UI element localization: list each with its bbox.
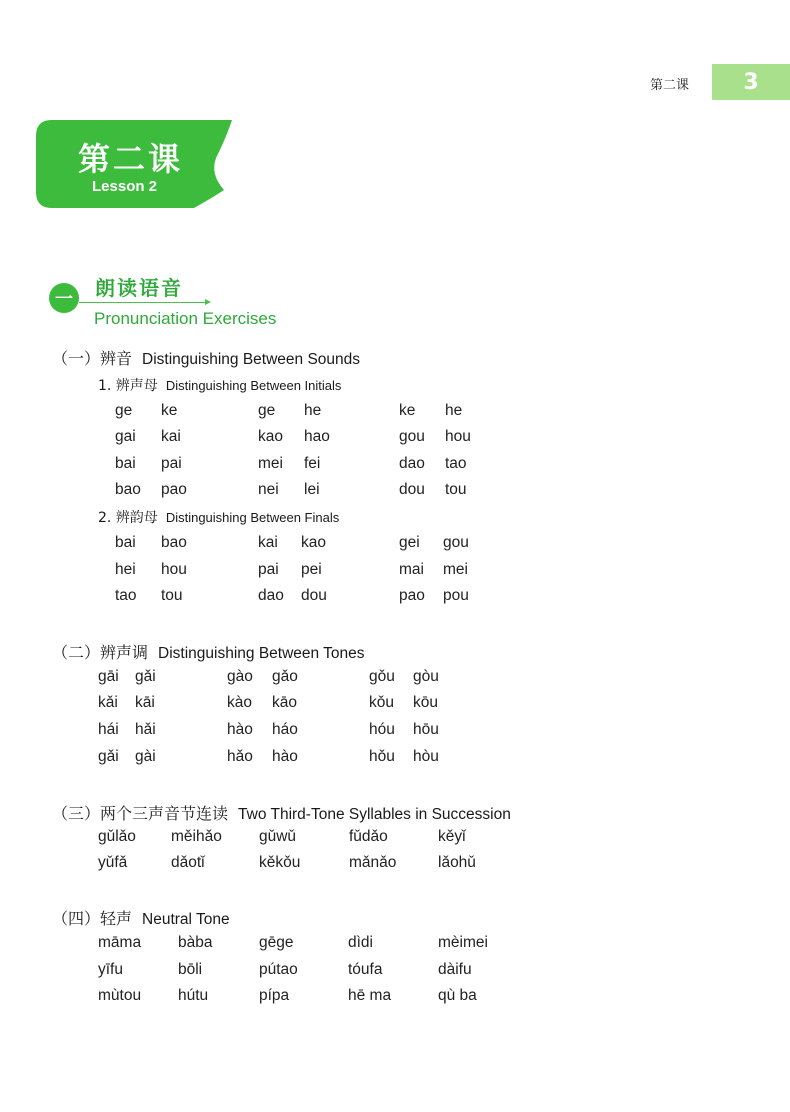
sub1-title-en: Distinguishing Between Initials [165, 378, 342, 393]
word: hou [161, 561, 187, 578]
word: ke [161, 402, 178, 419]
word: bao [115, 481, 141, 498]
part2-title-zh: 辨声调 [100, 643, 149, 662]
section-title-zh: 朗读语音 [95, 276, 183, 300]
word: pou [443, 587, 469, 604]
page-number-tab [712, 64, 790, 100]
part1-marker: （一） [52, 349, 101, 368]
word: kěkǒu [259, 854, 301, 871]
word: pao [399, 587, 425, 604]
word: hóu [369, 721, 395, 738]
section-title-en: Pronunciation Exercises [94, 309, 277, 328]
word: dìdi [348, 934, 373, 951]
word: gǔlǎo [98, 828, 136, 845]
word: pípa [259, 987, 290, 1004]
part2-heading [52, 640, 365, 663]
word: hē ma [348, 987, 392, 1004]
part3-title-en: Two Third-Tone Syllables in Succession [238, 806, 511, 823]
lesson-banner [34, 118, 234, 210]
lesson-subtitle: Lesson 2 [92, 178, 158, 195]
section-arrow [205, 299, 211, 305]
word: gei [399, 534, 420, 551]
word: kǎi [98, 694, 118, 711]
word: lǎohǔ [438, 854, 476, 871]
word: kěyǐ [438, 828, 466, 845]
word: gǎi [98, 748, 119, 765]
word: dao [258, 587, 284, 604]
word: bōli [178, 961, 203, 978]
word: mùtou [98, 987, 142, 1004]
word: tao [115, 587, 137, 604]
word: gou [399, 428, 425, 445]
sub2-title-en: Distinguishing Between Finals [165, 510, 340, 525]
part1-title-en: Distinguishing Between Sounds [142, 351, 361, 368]
word: hòu [413, 748, 439, 765]
word: kai [161, 428, 181, 445]
word: dou [301, 587, 327, 604]
part4-heading [52, 906, 230, 929]
word: gēge [259, 934, 294, 951]
word: nei [258, 481, 279, 498]
word: gǎi [135, 668, 156, 685]
word: pai [258, 561, 279, 578]
word: kōu [413, 694, 438, 711]
word: bao [161, 534, 187, 551]
word: bai [115, 455, 136, 472]
word: dǎotǐ [171, 854, 205, 871]
word: mei [258, 455, 283, 472]
word: māma [98, 934, 142, 951]
word: hào [272, 748, 298, 765]
word: gào [227, 668, 253, 685]
word: dou [399, 481, 425, 498]
word: kao [258, 428, 283, 445]
sub2-title-zh: 2. 辨韵母 [98, 510, 158, 526]
part1-sub2-heading [98, 507, 339, 527]
word: hao [304, 428, 330, 445]
word: gài [135, 748, 156, 765]
section-underline [79, 302, 209, 303]
word: tao [445, 455, 467, 472]
word: gǒu [369, 668, 395, 685]
page-number: 3 [743, 69, 759, 95]
word: ge [258, 402, 276, 419]
word: kāo [272, 694, 297, 711]
word: dàifu [438, 961, 472, 978]
part3-heading [52, 801, 511, 824]
word: pútao [259, 961, 298, 978]
word: gāi [98, 668, 119, 685]
word: hútu [178, 987, 209, 1004]
word: hái [98, 721, 119, 738]
word: lei [304, 481, 320, 498]
word: hǎo [227, 748, 253, 765]
word: pei [301, 561, 322, 578]
word: tou [161, 587, 183, 604]
word: hǒu [369, 748, 395, 765]
word: he [445, 402, 463, 419]
word: hou [445, 428, 471, 445]
word: mai [399, 561, 424, 578]
word: yīfu [98, 961, 123, 978]
word: mèimei [438, 934, 488, 951]
word: kǒu [369, 694, 394, 711]
word: gǔwǔ [259, 828, 297, 845]
word: mei [443, 561, 468, 578]
part4-title-en: Neutral Tone [142, 911, 230, 928]
word: gòu [413, 668, 439, 685]
word: pao [161, 481, 187, 498]
word: mǎnǎo [349, 854, 397, 871]
word: hōu [413, 721, 439, 738]
word: hǎi [135, 721, 156, 738]
word: kai [258, 534, 278, 551]
word: tóufa [348, 961, 383, 978]
part3-title-zh: 两个三声音节连读 [100, 804, 229, 823]
section-number-badge: 一 [49, 283, 79, 313]
word: gou [443, 534, 469, 551]
sub1-title-zh: 1. 辨声母 [98, 378, 158, 394]
word: yǔfǎ [98, 854, 128, 871]
part1-heading [52, 346, 360, 369]
word: měihǎo [171, 828, 222, 845]
word: ge [115, 402, 133, 419]
word: gai [115, 428, 136, 445]
word: dao [399, 455, 425, 472]
lesson-title: 第二课 [78, 140, 184, 178]
word: kāi [135, 694, 155, 711]
word: qù ba [438, 987, 477, 1004]
part4-title-zh: 轻声 [100, 909, 133, 928]
word: hei [115, 561, 136, 578]
word: bàba [178, 934, 213, 951]
part2-marker: （二） [52, 643, 101, 662]
running-title: 第二课 [650, 78, 690, 93]
word: bai [115, 534, 136, 551]
word: fei [304, 455, 321, 472]
word: hào [227, 721, 253, 738]
word: háo [272, 721, 298, 738]
part4-marker: （四） [52, 909, 101, 928]
word: he [304, 402, 322, 419]
part1-title-zh: 辨音 [100, 349, 133, 368]
word: tou [445, 481, 467, 498]
word: gǎo [272, 668, 298, 685]
part3-marker: （三） [52, 804, 101, 823]
word: kao [301, 534, 326, 551]
part1-sub1-heading [98, 375, 341, 395]
word: fǔdǎo [349, 828, 388, 845]
part2-title-en: Distinguishing Between Tones [158, 645, 365, 662]
word: pai [161, 455, 182, 472]
word: ke [399, 402, 416, 419]
word: kào [227, 694, 252, 711]
